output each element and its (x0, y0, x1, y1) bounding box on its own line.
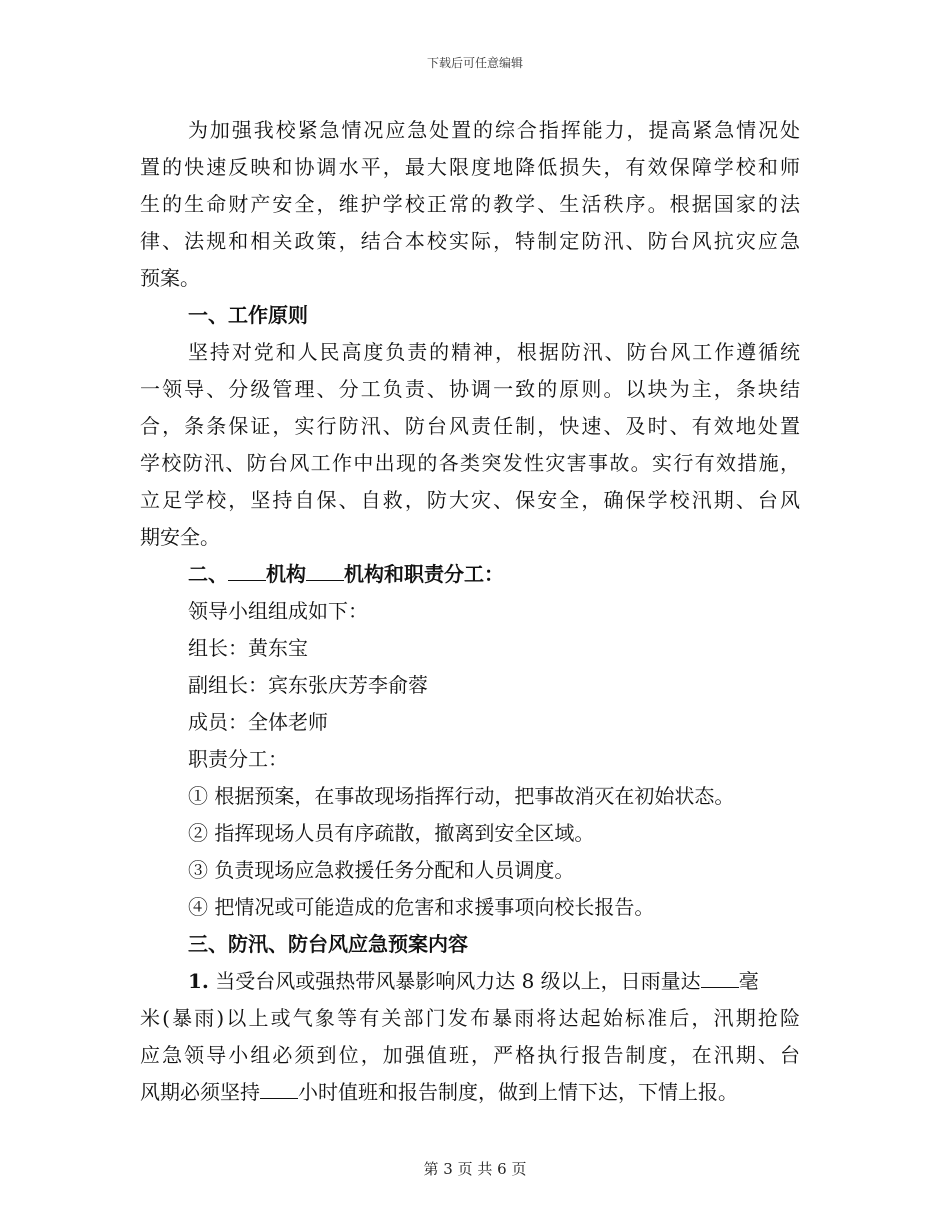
paragraph-line: 学校防汛、防台风工作中出现的各类突发性灾害事故。实行有效措施， (140, 451, 800, 475)
line-text: 毫 (738, 969, 759, 993)
blank-underline (260, 1074, 298, 1099)
paragraph-line: 米(暴雨)以上或气象等有关部门发布暴雨将达起始标准后，汛期抢险 (140, 1006, 800, 1030)
heading-text: 机构和职责分工： (344, 562, 504, 586)
section-heading-1: 一、工作原则 (188, 303, 308, 327)
duty-item: ① 根据预案，在事故现场指挥行动，把事故消灭在初始状态。 (188, 784, 735, 808)
org-line: 职责分工： (188, 747, 288, 771)
paragraph-line: 合，条条保证，实行防汛、防台风责任制，快速、及时、有效地处置 (140, 414, 800, 438)
page-number: 第 3 页 共 6 页 (423, 1160, 527, 1178)
duty-item: ④ 把情况或可能造成的危害和求援事项向校长报告。 (188, 895, 655, 919)
blank-underline (701, 963, 739, 988)
line-text: 风期必须坚持 (140, 1080, 260, 1104)
item-number: 1. (188, 969, 209, 993)
org-line: 组长：黄东宝 (188, 636, 308, 660)
paragraph-line: 生的生命财产安全，维护学校正常的教学、生活秩序。根据国家的法 (140, 192, 800, 216)
paragraph-line: 预案。 (140, 266, 200, 290)
page-header: 下载后可任意编辑 (426, 56, 523, 70)
line-text: 小时值班和报告制度，做到上情下达，下情上报。 (298, 1080, 738, 1104)
org-line: 副组长：宾东张庆芳李俞蓉 (188, 673, 428, 697)
paragraph-line (140, 1074, 800, 1111)
paragraph-line: 应急领导小组必须到位，加强值班，严格执行报告制度，在汛期、台 (140, 1043, 800, 1067)
section-heading-3: 三、防汛、防台风应急预案内容 (188, 932, 468, 956)
section-heading-2 (140, 556, 800, 593)
paragraph-line (140, 963, 800, 1000)
duty-item: ② 指挥现场人员有序疏散，撤离到安全区域。 (188, 821, 595, 845)
paragraph-line: 期安全。 (140, 525, 220, 549)
paragraph-line: 置的快速反映和协调水平，最大限度地降低损失，有效保障学校和师 (140, 155, 800, 179)
document-body (140, 112, 800, 1111)
org-line: 领导小组组成如下： (188, 599, 368, 623)
blank-underline (228, 556, 266, 581)
paragraph-line: 立足学校，坚持自保、自救，防大灾、保安全，确保学校汛期、台风 (140, 488, 800, 512)
heading-text: 机构 (266, 562, 306, 586)
heading-prefix: 二、 (188, 562, 228, 586)
paragraph-line: 为加强我校紧急情况应急处置的综合指挥能力，提高紧急情况处 (188, 118, 800, 142)
duty-item: ③ 负责现场应急救援任务分配和人员调度。 (188, 858, 575, 882)
org-line: 成员：全体老师 (188, 710, 328, 734)
line-text: 当受台风或强热带风暴影响风力达 8 级以上，日雨量达 (208, 969, 701, 993)
blank-underline (306, 556, 344, 581)
paragraph-line: 律、法规和相关政策，结合本校实际，特制定防汛、防台风抗灾应急 (140, 229, 800, 253)
paragraph-line: 一领导、分级管理、分工负责、协调一致的原则。以块为主，条块结 (140, 377, 800, 401)
paragraph-line: 坚持对党和人民高度负责的精神，根据防汛、防台风工作遵循统 (188, 340, 800, 364)
